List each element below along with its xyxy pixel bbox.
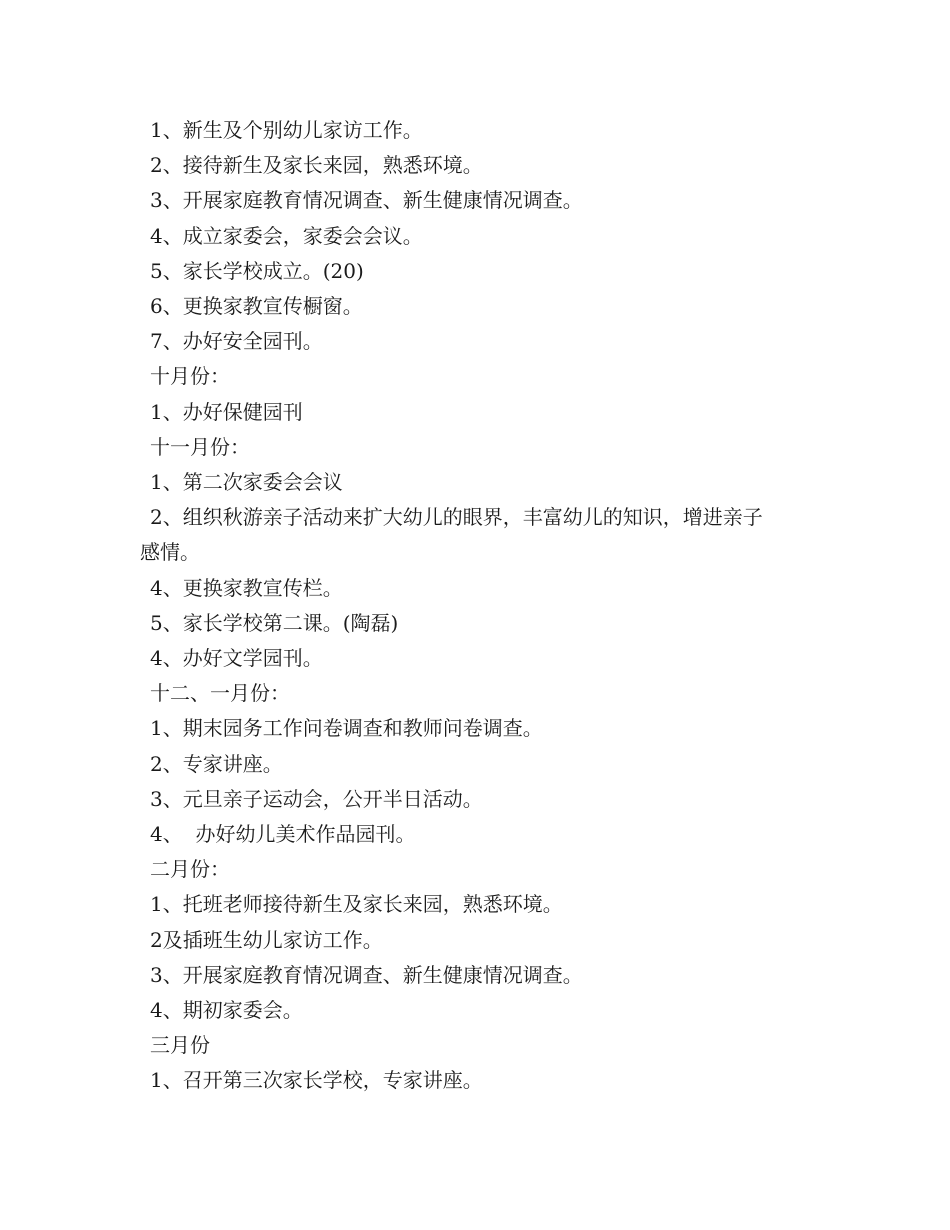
text-line: 5、家长学校成立。(20) [150,258,364,283]
text-line: 4、更换家教宣传栏。 [150,575,343,600]
text-line: 3、开展家庭教育情况调查、新生健康情况调查。 [150,188,583,213]
text-line: 1、期末园务工作问卷调查和教师问卷调查。 [150,716,543,741]
section-heading: 三月份 [150,1033,210,1058]
text-line-continuation: 感情。 [140,540,200,565]
text-line: 2、组织秋游亲子活动来扩大幼儿的眼界，丰富幼儿的知识，增进亲子 [150,505,763,530]
text-line: 4、成立家委会，家委会会议。 [150,223,423,248]
text-line: 1、托班老师接待新生及家长来园，熟悉环境。 [150,892,563,917]
text-line: 2及插班生幼儿家访工作。 [150,927,383,952]
text-line: 4、 办好幼儿美术作品园刊。 [150,822,416,847]
text-line: 1、办好保健园刊 [150,399,303,424]
text-line: 1、新生及个别幼儿家访工作。 [150,118,423,142]
text-line: 3、开展家庭教育情况调查、新生健康情况调查。 [150,962,583,987]
text-line: 7、办好安全园刊。 [150,329,323,354]
text-line: 4、办好文学园刊。 [150,646,323,671]
text-line: 1、第二次家委会会议 [150,470,343,495]
document-body [140,113,820,1099]
text-line: 1、召开第三次家长学校，专家讲座。 [150,1068,483,1093]
text-line: 2、专家讲座。 [150,751,283,776]
text-line: 6、更换家教宣传橱窗。 [150,294,363,319]
text-line: 2、接待新生及家长来园，熟悉环境。 [150,153,483,178]
section-heading: 十一月份： [150,434,250,459]
text-line: 5、家长学校第二课。(陶磊) [150,610,399,635]
section-heading: 十二、一月份： [150,681,290,706]
text-line: 3、元旦亲子运动会，公开半日活动。 [150,786,483,811]
section-heading: 十月份： [150,364,230,389]
section-heading: 二月份： [150,857,230,882]
text-line: 4、期初家委会。 [150,998,303,1023]
